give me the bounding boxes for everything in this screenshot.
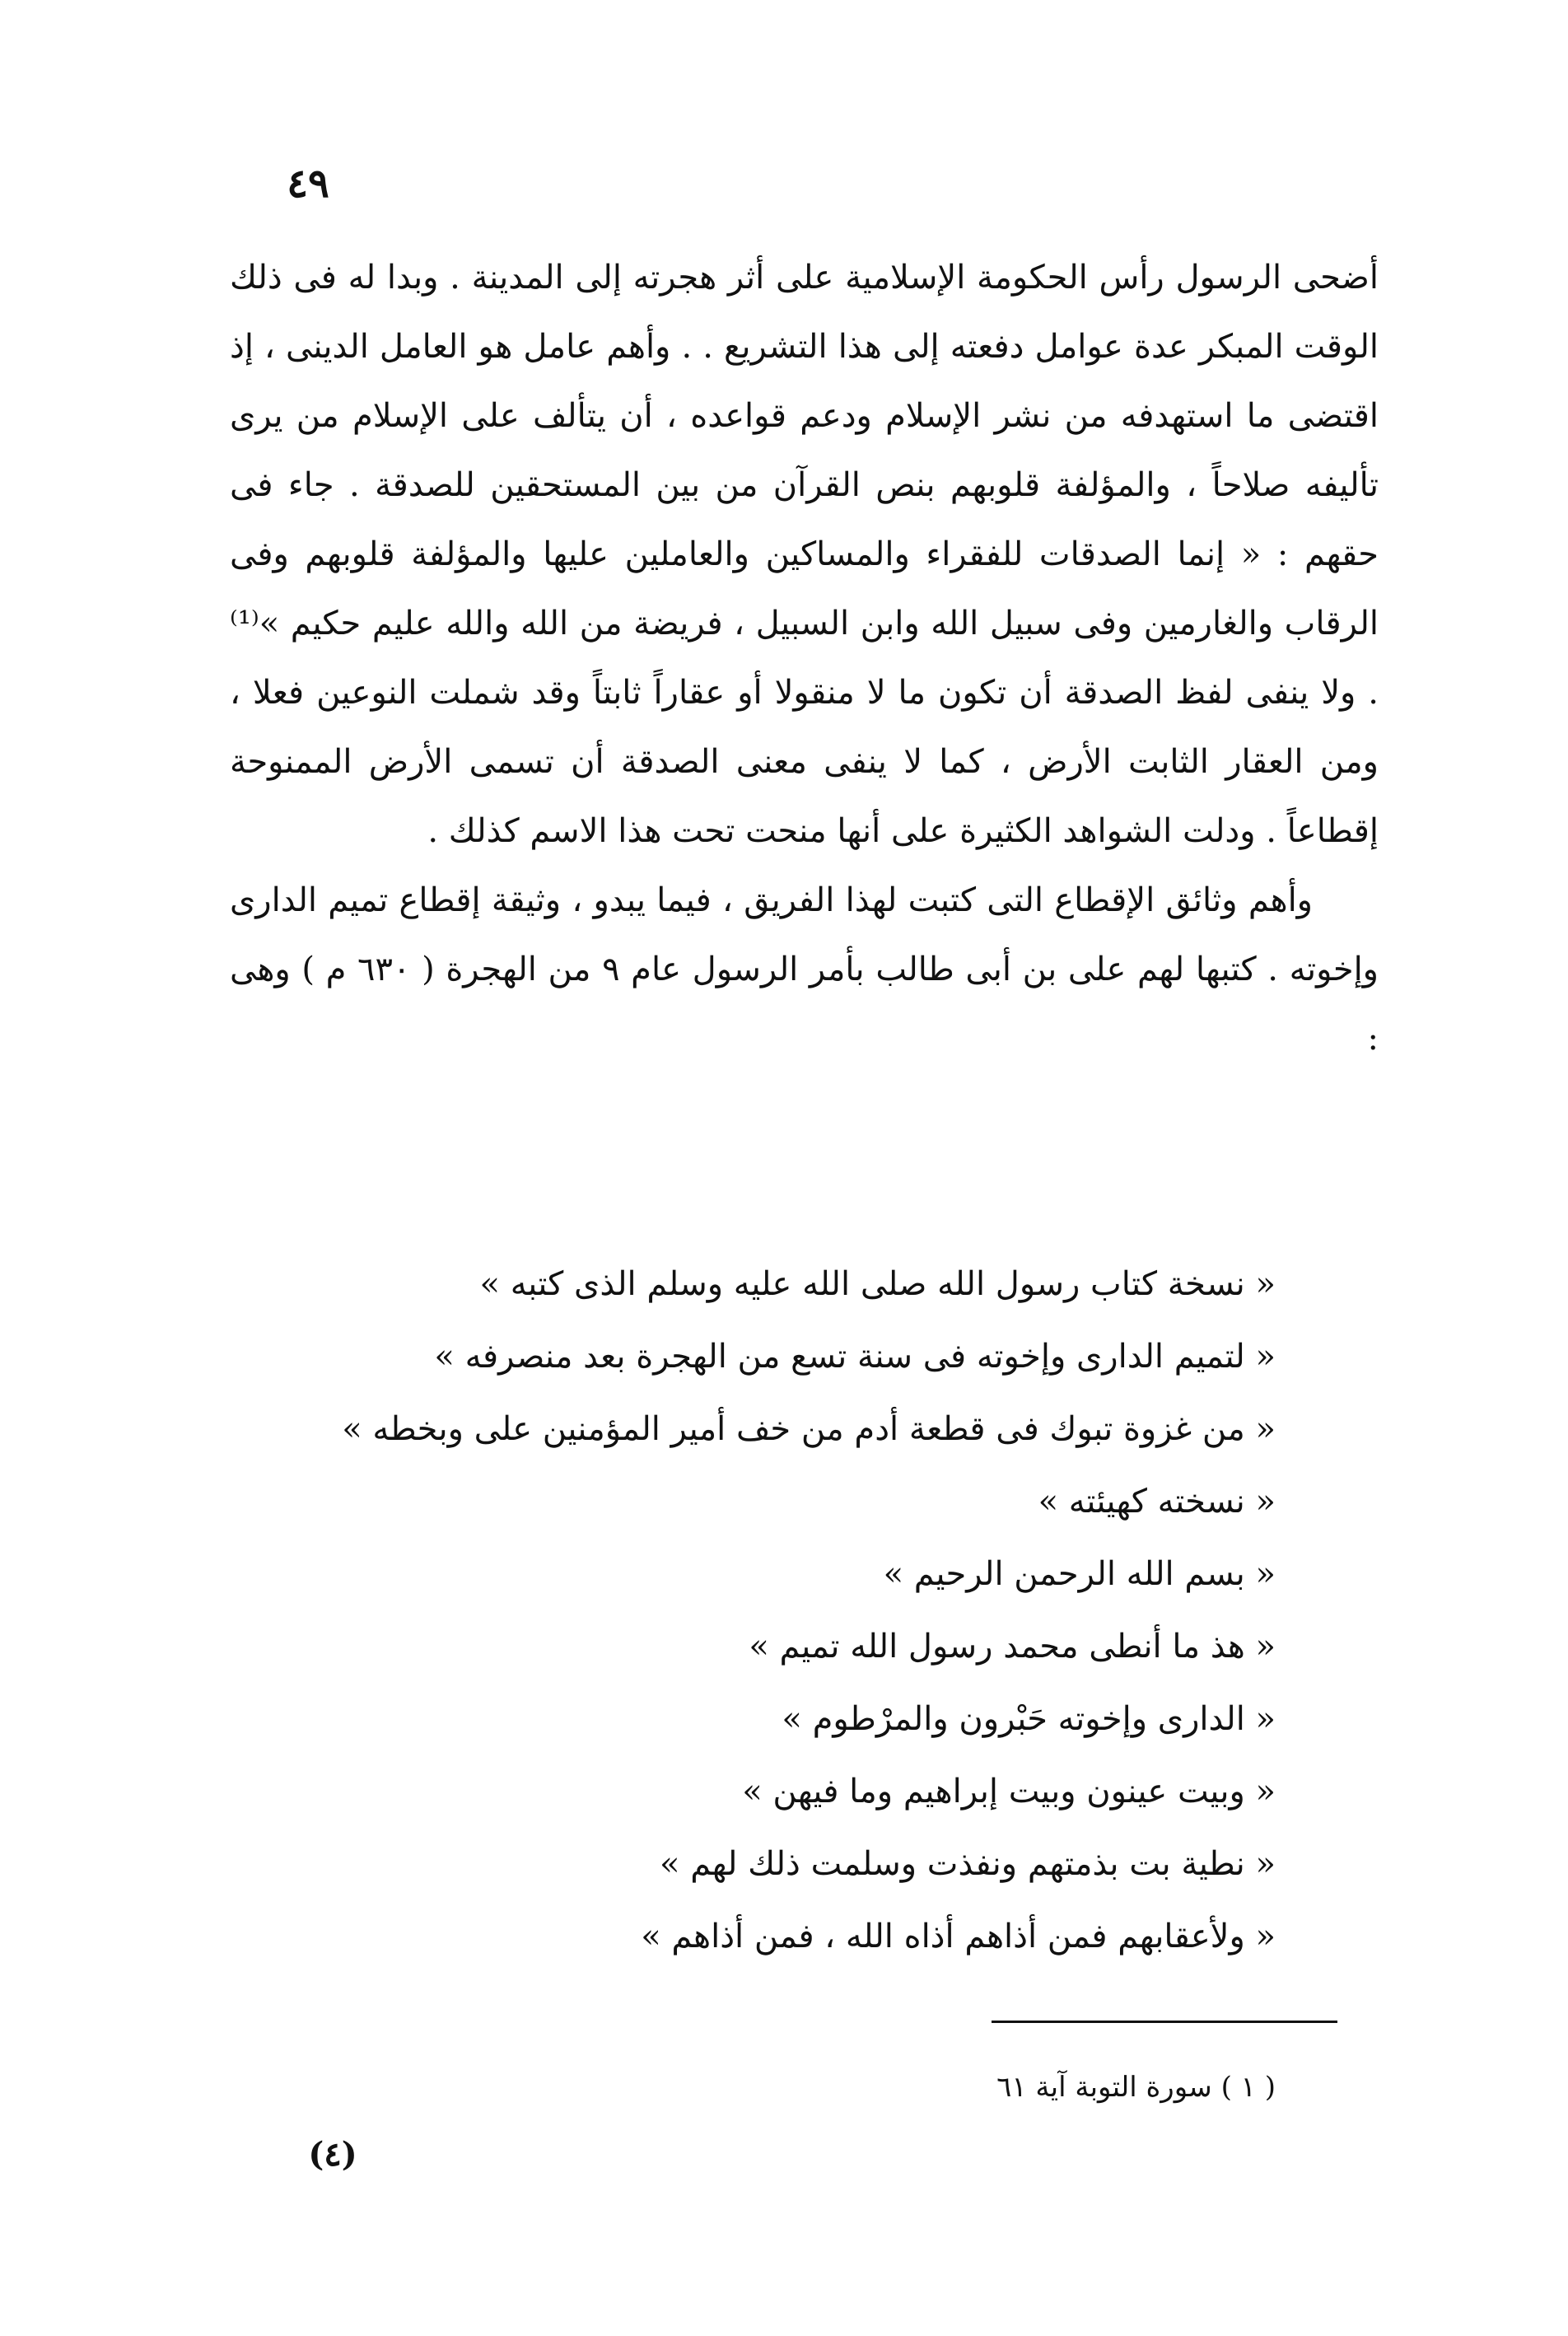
quote-line: « نسخة كتاب رسول الله صلى الله عليه وسلم الذى كتبه »	[479, 1265, 1276, 1303]
quote-line: « نسخته كهيئته »	[1038, 1483, 1276, 1521]
paragraph-2: وأهم وثائق الإقطاع التى كتبت لهذا الفريق ، فيما يبدو ، وثيقة إقطاع تميم الدارى وإخوته . كتبها لهم على بن أبى طالب بأمر الرسول عام ٩ من الهجرة ( ٦٣٠ م ) وهى :	[230, 881, 1379, 1058]
quote-line: « نطية بت بذمتهم ونفذت وسلمت ذلك لهم »	[660, 1845, 1276, 1883]
paragraph-1: أضحى الرسول رأس الحكومة الإسلامية على أثر هجرته إلى المدينة . وبدا له فى ذلك الوقت المبكر عدة عوامل دفعته إلى هذا التشريع . . وأهم عامل هو العامل الدينى ، إذ اقتضى ما استهدفه من نشر الإسلام ودعم قواعده ، أن يتألف على الإسلام من يرى تأليفه صلاحاً ، والمؤلفة قلوبهم بنص القرآن من بين المستحقين للصدقة . جاء فى حقهم : « إنما الصدقات للفقراء والمساكين والعاملين عليها والمؤلفة قلوبهم وفى الرقاب والغارمين وفى سبيل الله وابن السبيل ، فريضة من الله والله عليم حكيم »⁽¹⁾ . ولا ينفى لفظ الصدقة أن تكون ما لا منقولا أو عقاراً ثابتاً وقد شملت النوعين فعلا ، ومن العقار الثابت الأرض ، كما لا ينفى معنى الصدقة أن تسمى الأرض الممنوحة إقطاعاً . ودلت الشواهد الكثيرة على أنها منحت تحت هذا الاسم كذلك .	[230, 259, 1379, 850]
signature-mark: (٤)	[308, 2135, 357, 2174]
page-number: ٤٩	[287, 161, 329, 207]
quote-line: « الدارى وإخوته حَبْرون والمرْطوم »	[782, 1700, 1276, 1738]
footnote: ( ١ ) سورة التوبة آية ٦١	[996, 2071, 1276, 2104]
quote-line: « ولأعقابهم فمن أذاهم أذاه الله ، فمن أذاهم »	[641, 1918, 1276, 1955]
footnote-divider	[992, 2021, 1337, 2023]
quote-line: « هذ ما أنطى محمد رسول الله تميم »	[749, 1628, 1276, 1666]
quote-line: « لتميم الدارى وإخوته فى سنة تسع من الهجرة بعد منصرفه »	[434, 1338, 1276, 1376]
quote-line: « من غزوة تبوك فى قطعة أدم من خف أمير المؤمنين على وبخطه »	[342, 1410, 1276, 1448]
document-quote-block	[226, 1248, 1276, 1973]
body-text	[230, 243, 1379, 1073]
quote-line: « بسم الله الرحمن الرحيم »	[883, 1555, 1276, 1593]
quote-line: « وبيت عينون وبيت إبراهيم وما فيهن »	[742, 1773, 1276, 1810]
